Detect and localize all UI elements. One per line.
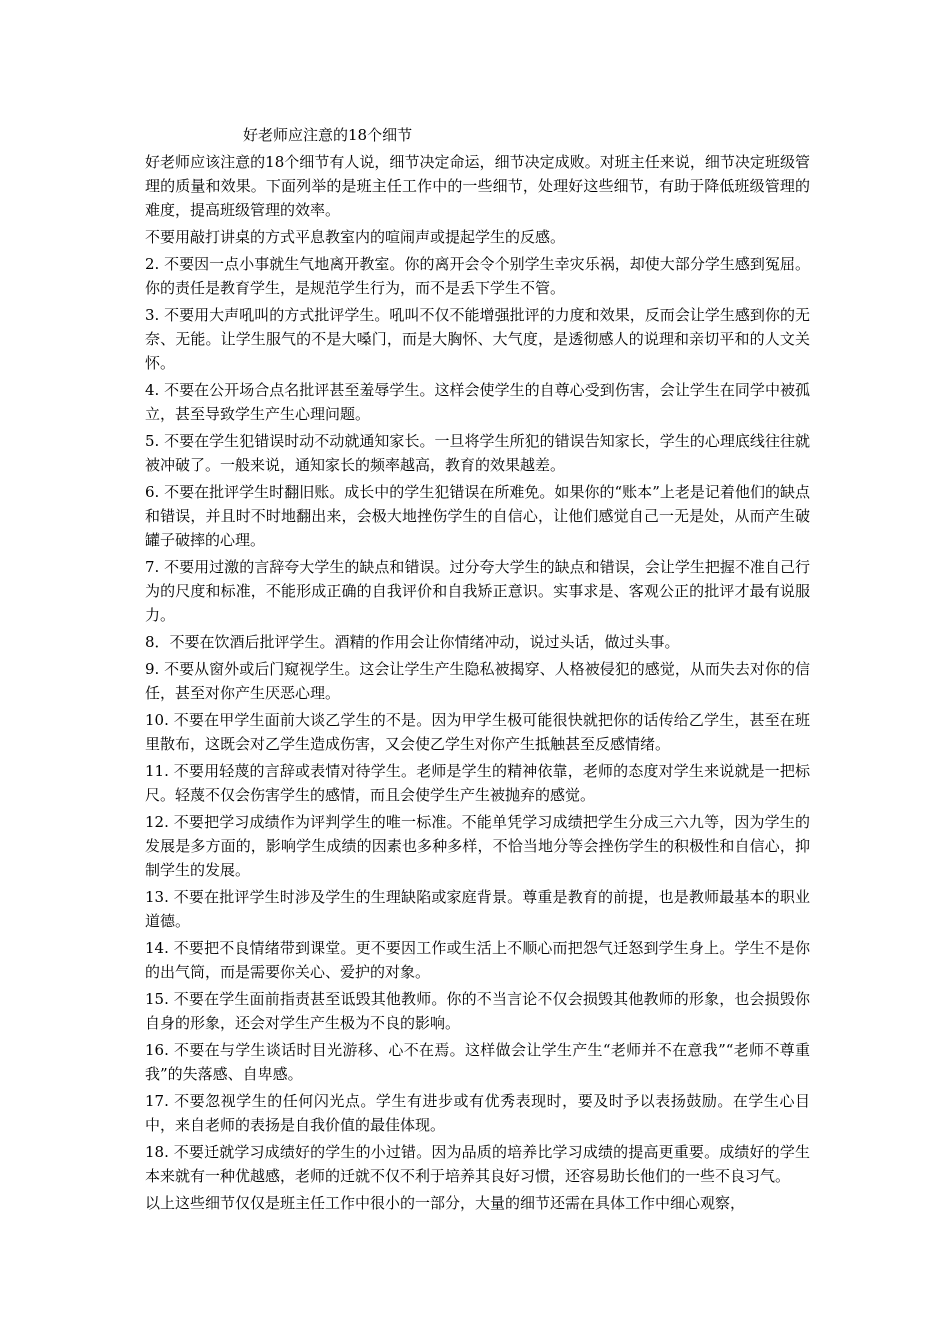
paragraph-item-5: 5. 不要在学生犯错误时动不动就通知家长。一旦将学生所犯的错误告知家长，学生的心理底线往往就被冲破了。一般来说，通知家长的频率越高，教育的效果越差。 <box>145 432 810 474</box>
paragraph-item-14: 14. 不要把不良情绪带到课堂。更不要因工作或生活上不顺心而把怨气迁怒到学生身上。学生不是你的出气筒，而是需要你关心、爱护的对象。 <box>145 939 810 981</box>
paragraph-item-6: 6. 不要在批评学生时翻旧账。成长中的学生犯错误在所难免。如果你的“账本”上老是记着他们的缺点和错误，并且时不时地翻出来，会极大地挫伤学生的自信心，让他们感觉自己一无是处，从而产生破罐子破摔的心理。 <box>145 483 810 549</box>
paragraph-item-9: 9. 不要从窗外或后门窥视学生。这会让学生产生隐私被揭穿、人格被侵犯的感觉，从而失去对你的信任，甚至对你产生厌恶心理。 <box>145 660 810 702</box>
paragraph-item-4: 4. 不要在公开场合点名批评甚至羞辱学生。这样会使学生的自尊心受到伤害，会让学生在同学中被孤立，甚至导致学生产生心理问题。 <box>145 381 810 423</box>
document-title: 好老师应注意的18个细节 <box>243 126 413 144</box>
paragraph-item-11: 11. 不要用轻蔑的言辞或表情对待学生。老师是学生的精神依靠，老师的态度对学生来说就是一把标尺。轻蔑不仅会伤害学生的感情，而且会使学生产生被抛弃的感觉。 <box>145 762 810 804</box>
paragraph-item-1: 不要用敲打讲桌的方式平息教室内的喧闹声或提起学生的反感。 <box>145 228 566 246</box>
paragraph-intro: 好老师应该注意的18个细节有人说，细节决定命运，细节决定成败。对班主任来说，细节决定班级管理的质量和效果。下面列举的是班主任工作中的一些细节，处理好这些细节，有助于降低班级管理的难度，提高班级管理的效率。 <box>145 153 810 219</box>
paragraph-item-13: 13. 不要在批评学生时涉及学生的生理缺陷或家庭背景。尊重是教育的前提，也是教师最基本的职业道德。 <box>145 888 810 930</box>
paragraph-item-12: 12. 不要把学习成绩作为评判学生的唯一标准。不能单凭学习成绩把学生分成三六九等，因为学生的发展是多方面的，影响学生成绩的因素也多种多样，不恰当地分等会挫伤学生的积极性和自信心，抑制学生的发展。 <box>145 813 810 879</box>
paragraph-item-10: 10. 不要在甲学生面前大谈乙学生的不是。因为甲学生极可能很快就把你的话传给乙学生，甚至在班里散布，这既会对乙学生造成伤害，又会使乙学生对你产生抵触甚至反感情绪。 <box>145 711 810 753</box>
paragraph-item-15: 15. 不要在学生面前指责甚至诋毁其他教师。你的不当言论不仅会损毁其他教师的形象，也会损毁你自身的形象，还会对学生产生极为不良的影响。 <box>145 990 810 1032</box>
paragraph-item-16: 16. 不要在与学生谈话时目光游移、心不在焉。这样做会让学生产生“老师并不在意我”“老师不尊重我”的失落感、自卑感。 <box>145 1041 810 1083</box>
paragraph-item-2: 2. 不要因一点小事就生气地离开教室。你的离开会令个别学生幸灾乐祸，却使大部分学生感到冤屈。你的责任是教育学生，是规范学生行为，而不是丢下学生不管。 <box>145 255 810 297</box>
paragraph-item-18: 18. 不要迁就学习成绩好的学生的小过错。因为品质的培养比学习成绩的提高更重要。成绩好的学生本来就有一种优越感，老师的迁就不仅不利于培养其良好习惯，还容易助长他们的一些不良习气。 <box>145 1143 810 1185</box>
paragraph-item-3: 3. 不要用大声吼叫的方式批评学生。吼叫不仅不能增强批评的力度和效果，反而会让学生感到你的无奈、无能。让学生服气的不是大嗓门，而是大胸怀、大气度，是透彻感人的说理和亲切平和的人文关怀。 <box>145 306 810 372</box>
paragraph-item-7: 7. 不要用过激的言辞夸大学生的缺点和错误。过分夸大学生的缺点和错误，会让学生把握不准自己行为的尺度和标准，不能形成正确的自我评价和自我矫正意识。实事求是、客观公正的批评才最有说服力。 <box>145 558 810 624</box>
document-page <box>145 124 810 1218</box>
document-body <box>145 150 810 1215</box>
paragraph-item-8: 8．不要在饮酒后批评学生。酒精的作用会让你情绪冲动，说过头话，做过头事。 <box>145 633 680 651</box>
paragraph-conclusion: 以上这些细节仅仅是班主任工作中很小的一部分，大量的细节还需在具体工作中细心观察， <box>145 1194 746 1212</box>
paragraph-item-17: 17. 不要忽视学生的任何闪光点。学生有进步或有优秀表现时，要及时予以表扬鼓励。在学生心目中，来自老师的表扬是自我价值的最佳体现。 <box>145 1092 810 1134</box>
